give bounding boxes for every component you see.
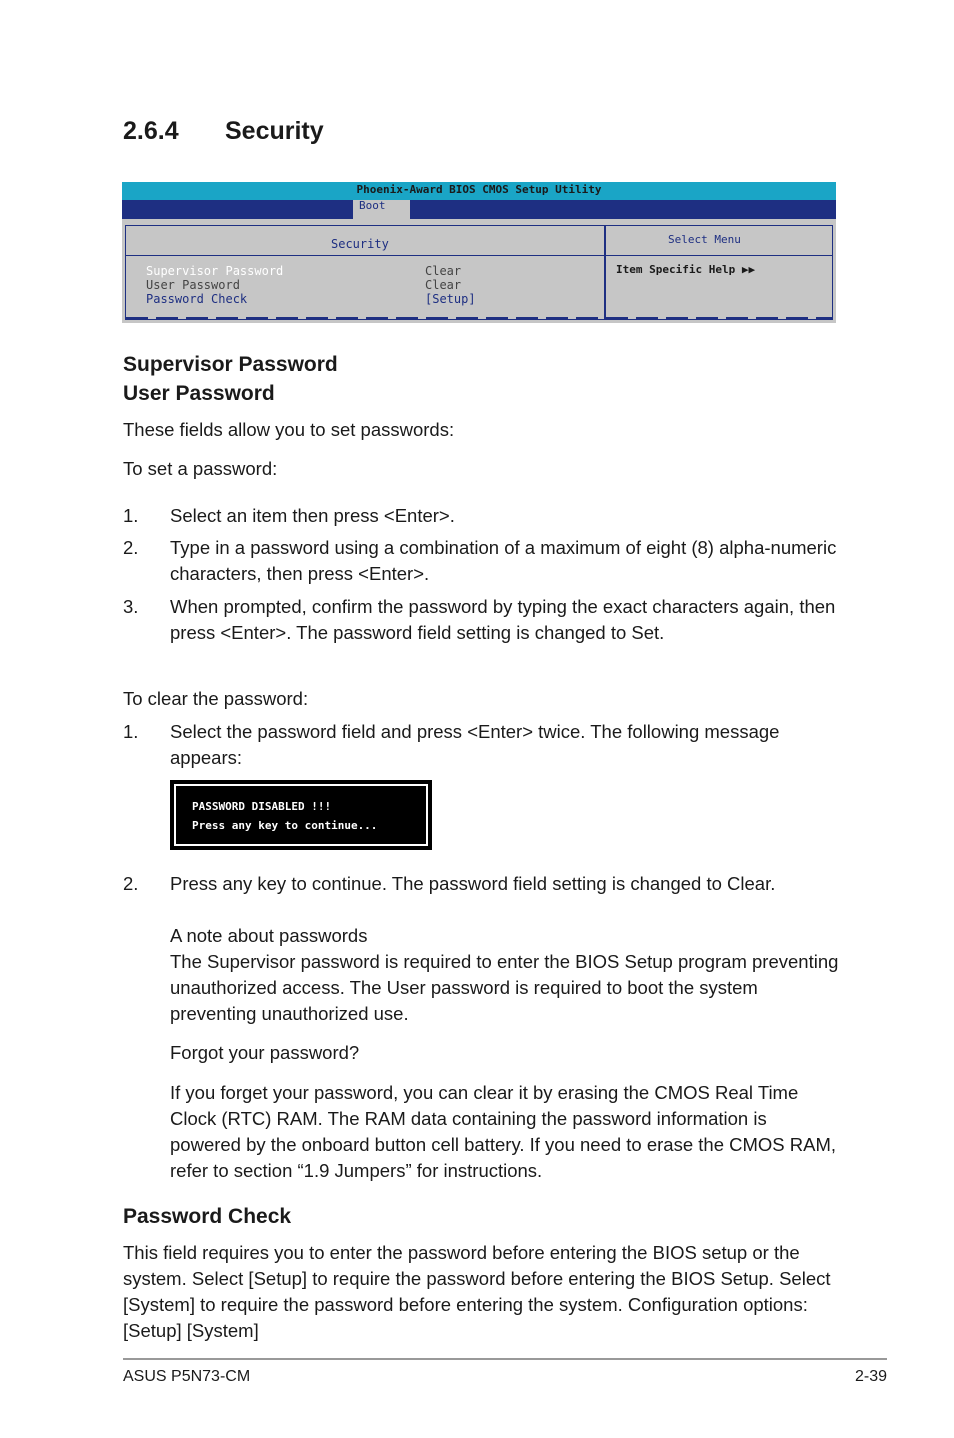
intro-text: These fields allow you to set passwords:: [123, 419, 455, 440]
bios-item-supervisor-password[interactable]: Supervisor Password: [146, 264, 284, 278]
step-number: 2.: [123, 873, 139, 894]
message-line-1: PASSWORD DISABLED !!!: [192, 800, 332, 813]
set-step-1: Select an item then press <Enter>.: [170, 505, 455, 526]
bios-item-password-check[interactable]: Password Check: [146, 292, 248, 306]
forgot-text: If you forget your password, you can clear it by erasing the CMOS Real Time Clock (RTC) RAM. The RAM data containing the password information is powered by the onboard button cell battery. If you need to erase the CMOS RAM, refer to section “1.9 Jumpers” for instructions.: [170, 1082, 837, 1181]
set-step-3: When prompted, confirm the password by typing the exact characters again, then press <Enter>. The password field setting is changed to Set.: [170, 596, 836, 643]
bios-item-value: Clear: [425, 264, 462, 278]
note-text: The Supervisor password is required to enter the BIOS Setup program preventing unauthorized access. The User password is required to boot the system preventing unauthorized use.: [170, 951, 839, 1024]
bios-menu-bar: [122, 200, 836, 219]
footer-divider: [123, 1358, 887, 1360]
bios-panel-title: Security: [331, 237, 389, 251]
section-number: 2.6.4: [123, 117, 179, 145]
bios-item-user-password[interactable]: User Password: [146, 278, 240, 292]
bios-screenshot: [122, 182, 836, 323]
clear-intro: To clear the password:: [123, 688, 309, 709]
bios-utility-title: Phoenix-Award BIOS CMOS Setup Utility: [122, 182, 836, 200]
clear-step-1: Select the password field and press <Enter> twice. The following message appears:: [170, 721, 780, 768]
bios-bottom-border: [126, 317, 832, 320]
note-title: A note about passwords: [170, 925, 368, 946]
message-line-2: Press any key to continue...: [192, 819, 378, 832]
step-number: 1.: [123, 505, 139, 526]
bios-item-value: Clear: [425, 278, 462, 292]
step-number: 1.: [123, 721, 139, 742]
bios-item-value[interactable]: [Setup]: [425, 292, 476, 306]
clear-step-2: Press any key to continue. The password field setting is changed to Clear.: [170, 873, 776, 894]
heading-password-check: Password Check: [123, 1205, 292, 1228]
section-title: Security: [225, 117, 324, 145]
step-number: 3.: [123, 596, 139, 617]
bios-divider: [126, 255, 832, 256]
bios-help-text: Item Specific Help ▶▶: [616, 263, 756, 276]
password-disabled-message: [170, 780, 432, 850]
heading-user-password: User Password: [123, 382, 275, 405]
forgot-title: Forgot your password?: [170, 1042, 360, 1063]
step-number: 2.: [123, 537, 139, 558]
password-check-text: This field requires you to enter the password before entering the BIOS setup or the system. Select [Setup] to require the password before entering the BIOS Setup. Select [System] to require the password before entering the system. Configuration options: [Setup] [System]: [123, 1242, 831, 1341]
heading-supervisor-password: Supervisor Password: [123, 353, 338, 376]
footer-model: ASUS P5N73-CM: [123, 1368, 251, 1385]
bios-divider: [604, 226, 606, 320]
bios-panel: [125, 225, 833, 320]
page-number: 2-39: [854, 1368, 887, 1385]
bios-tab-boot[interactable]: Boot: [353, 200, 410, 219]
set-intro: To set a password:: [123, 458, 278, 479]
bios-help-title: Select Menu: [668, 233, 741, 246]
set-step-2: Type in a password using a combination of a maximum of eight (8) alpha-numeric characters, then press <Enter>.: [170, 537, 837, 584]
